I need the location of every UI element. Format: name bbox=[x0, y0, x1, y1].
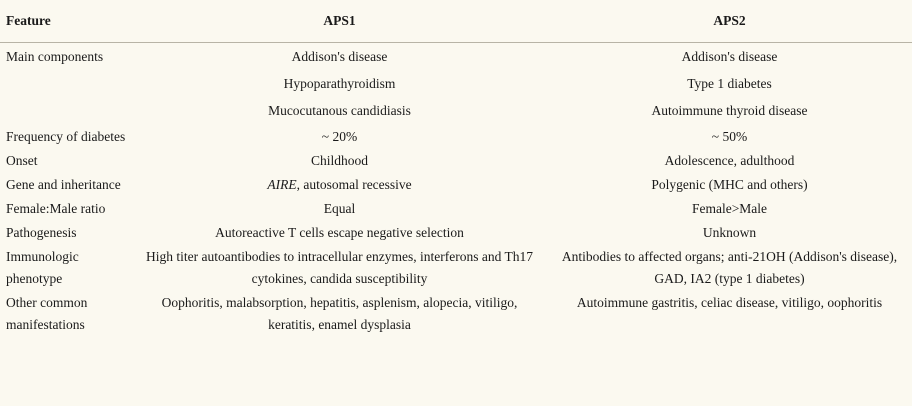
feature-label: Other common manifestations bbox=[6, 295, 88, 332]
aps1-value: ~ 20% bbox=[321, 129, 358, 144]
aps2-value: Polygenic (MHC and others) bbox=[651, 177, 808, 192]
aps1-value: Equal bbox=[323, 201, 356, 216]
feature-label: Pathogenesis bbox=[6, 225, 77, 240]
aps1-component: Hypoparathyroidism bbox=[283, 76, 396, 91]
aps2-cell bbox=[547, 43, 912, 125]
aps2-value: Adolescence, adulthood bbox=[664, 153, 795, 168]
aps2-component: Autoimmune thyroid disease bbox=[651, 103, 808, 118]
header-aps2: APS2 bbox=[547, 0, 912, 43]
aps1-component: Mucocutanous candidiasis bbox=[268, 103, 411, 118]
aps1-cell bbox=[132, 43, 547, 125]
table-row bbox=[0, 290, 912, 336]
feature-label: Onset bbox=[6, 153, 38, 168]
feature-label: Gene and inheritance bbox=[6, 177, 121, 192]
table-row bbox=[0, 172, 912, 196]
feature-cell bbox=[0, 43, 132, 125]
table-row bbox=[0, 244, 912, 290]
aps2-value: Antibodies to affected organs; anti-21OH (Addison's disease), GAD, IA2 (type 1 diabetes) bbox=[561, 249, 898, 286]
feature-label: Main components bbox=[6, 49, 104, 64]
aps2-component: Addison's disease bbox=[681, 49, 778, 64]
table-row bbox=[0, 220, 912, 244]
aps2-value: ~ 50% bbox=[711, 129, 748, 144]
table-row bbox=[0, 124, 912, 148]
aps1-value bbox=[132, 172, 547, 196]
aps1-value: High titer autoantibodies to intracellular enzymes, interferons and Th17 cytokines, candida susceptibility bbox=[145, 249, 533, 286]
table-row bbox=[0, 43, 912, 125]
aps1-inheritance: , autosomal recessive bbox=[296, 177, 412, 192]
feature-label: Immunologic phenotype bbox=[6, 249, 79, 286]
aps1-value: Childhood bbox=[310, 153, 368, 168]
aps2-component: Type 1 diabetes bbox=[687, 76, 772, 91]
header-feature: Feature bbox=[0, 0, 132, 43]
aps2-value: Female>Male bbox=[691, 201, 768, 216]
aps1-component: Addison's disease bbox=[291, 49, 388, 64]
aps2-value: Unknown bbox=[702, 225, 757, 240]
aps2-value: Autoimmune gastritis, celiac disease, vitiligo, oophoritis bbox=[576, 295, 883, 310]
aps1-gene-name: AIRE bbox=[267, 177, 297, 192]
table-row bbox=[0, 196, 912, 220]
header-row bbox=[0, 0, 912, 43]
feature-label: Frequency of diabetes bbox=[6, 129, 126, 144]
table-row bbox=[0, 148, 912, 172]
header-aps1: APS1 bbox=[132, 0, 547, 43]
aps1-value: Oophoritis, malabsorption, hepatitis, asplenism, alopecia, vitiligo, keratitis, enamel dysplasia bbox=[161, 295, 518, 332]
feature-label: Female:Male ratio bbox=[6, 201, 106, 216]
aps1-value: Autoreactive T cells escape negative selection bbox=[215, 225, 464, 240]
